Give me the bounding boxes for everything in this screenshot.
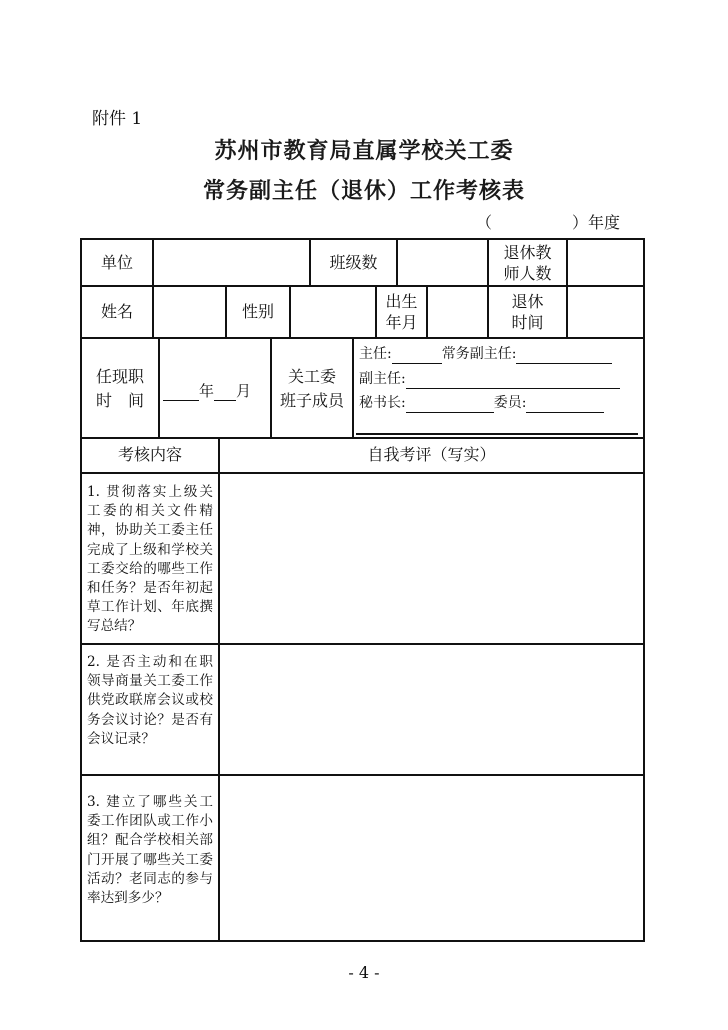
deputy-label: 副主任: [359,371,406,387]
member-label: 委员: [493,395,527,411]
retired-teachers-label [489,242,566,284]
content-header: 考核内容 [117,445,182,464]
form-title-line2: 常务副主任（退休）工作考核表 [202,179,525,204]
tenure-month-blank [214,385,236,401]
page-number: - 4 - [348,963,380,982]
director-field[interactable] [359,345,639,364]
year-open-paren: （ [475,213,492,232]
self-eval-cell-2[interactable] [221,645,643,773]
retired-teachers-line2: 师人数 [503,264,552,283]
birth-value[interactable] [428,288,486,336]
attachment-label: 附件 1 [92,109,143,129]
unit-label: 单位 [100,253,133,272]
retire-time-value[interactable] [568,288,643,336]
unit-value[interactable] [154,240,308,284]
row-divider [80,285,645,287]
tenure-line2: 时 间 [95,391,144,410]
tenure-date-field[interactable] [163,380,269,401]
row-divider [80,437,645,439]
member-blank [526,397,604,413]
birth-line2: 年月 [385,313,418,332]
self-eval-cell-1[interactable] [221,474,643,642]
director-label: 主任: [359,346,392,362]
deputy-blank [406,373,620,389]
self-eval-cell-3[interactable] [221,776,643,940]
birth-label [377,291,426,333]
secretary-label: 秘书长: [359,395,406,411]
year-close-label: ）年度 [571,213,620,232]
assessment-item-2: 2. 是否主动和在职领导商量关工委工作供党政联席会议或校务会议讨论？是否有会议记录？ [87,654,213,747]
tenure-line1: 任现职 [95,367,144,386]
self-eval-header: 自我考评（写实） [367,445,496,464]
extra-member-line [356,433,638,435]
col-divider [158,338,160,438]
col-divider [352,338,354,438]
tenure-year-unit: 年 [199,382,215,400]
name-value[interactable] [154,288,224,336]
form-title-line1: 苏州市教育局直属学校关工委 [214,139,514,164]
year-field [476,210,620,233]
deputy-field[interactable] [359,370,639,389]
birth-line1: 出生 [385,292,418,311]
tenure-label [82,365,158,413]
name-label: 姓名 [100,302,133,321]
retire-time-line1: 退休 [511,292,544,311]
gender-value[interactable] [291,288,374,336]
row-divider [80,337,645,339]
secretary-blank [406,397,494,413]
assessment-item-1: 1. 贯彻落实上级关工委的相关文件精神，协助关工委主任完成了上级和学校关工委交给的哪些工作和任务？是否年初起草工作计划、年底撰写总结？ [87,484,213,635]
assessment-item-3: 3. 建立了哪些关工委工作团队或工作小组？配合学校相关部门开展了哪些关工委活动？老同志的参与率达到多少？ [87,794,213,907]
retire-time-label [489,291,566,333]
class-count-label: 班级数 [329,253,378,272]
secretary-field[interactable] [359,394,639,413]
gender-label: 性别 [241,302,274,321]
retire-time-line2: 时间 [511,313,544,332]
exec-deputy-label: 常务副主任: [441,346,517,362]
retired-teachers-line1: 退休教 [503,243,552,262]
committee-line2: 班子成员 [279,391,344,410]
retired-teachers-value[interactable] [568,240,643,284]
director-blank [392,348,442,364]
committee-line1: 关工委 [287,367,336,386]
tenure-month-unit: 月 [236,382,252,400]
tenure-year-blank [163,385,199,401]
committee-label [272,365,352,413]
col-divider [218,438,220,942]
class-count-value[interactable] [398,240,486,284]
exec-deputy-blank [516,348,612,364]
